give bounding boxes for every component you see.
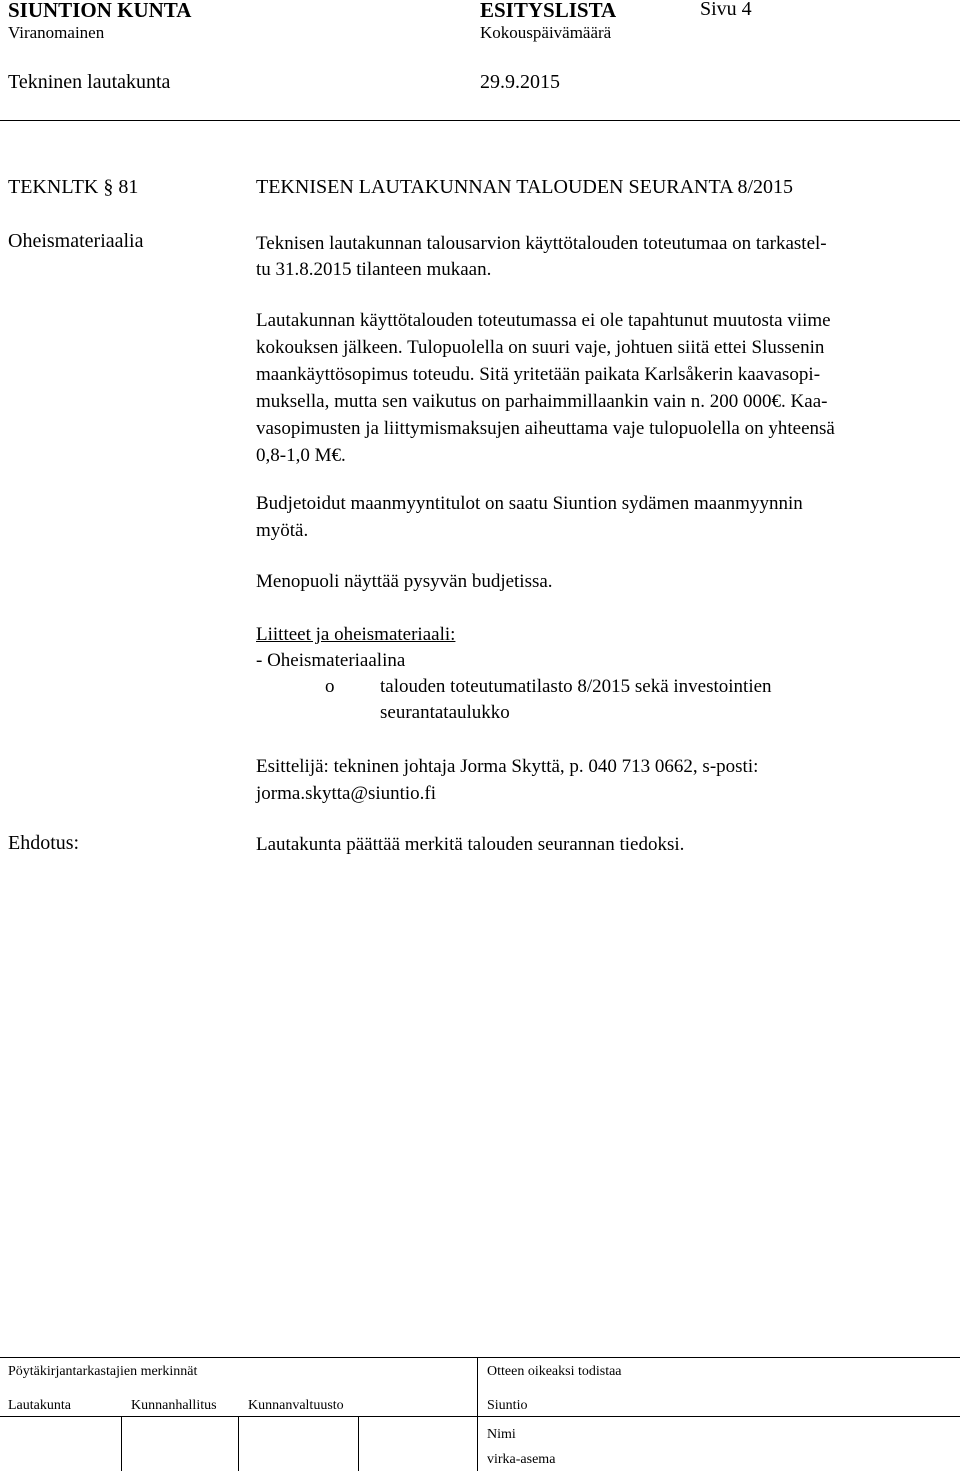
paragraph-4: Menopuoli näyttää pysyvän budjetissa. [256,571,553,592]
footer-col-divider [238,1416,239,1471]
item-title: TEKNISEN LAUTAKUNNAN TALOUDEN SEURANTA 8/2015 [256,176,794,198]
organization-name: SIUNTION KUNTA [8,0,192,22]
document-type: ESITYSLISTA [480,0,617,22]
paragraph-2-line: kokouksen jälkeen. Tulopuolella on suuri vaje, johtuen siitä ettei Slussenin [256,337,825,358]
footer-col-kunnanvaltuusto: Kunnanvaltuusto [248,1398,344,1413]
meeting-date: 29.9.2015 [480,71,560,93]
header-rule [0,120,960,121]
proposal-text: Lautakunta päättää merkitä talouden seurannan tiedoksi. [256,834,685,855]
proposal-label: Ehdotus: [8,832,80,854]
paragraph-1-line-2: tu 31.8.2015 tilanteen mukaan. [256,259,492,280]
paragraph-2-line: 0,8-1,0 M€. [256,445,346,466]
paragraph-2-line: Lautakunnan käyttötalouden toteutumassa ei ole tapahtunut muutosta viime [256,310,831,331]
footer-col-kunnanhallitus: Kunnanhallitus [131,1398,217,1413]
footer-col-lautakunta: Lautakunta [8,1398,71,1413]
sub-bullet-icon: o [325,676,335,697]
footer-col-divider [121,1416,122,1471]
attachments-item: - Oheismateriaalina [256,650,406,671]
footer-divider [477,1357,478,1471]
authority-label: Viranomainen [8,23,105,42]
footer-name-label: Nimi [487,1427,516,1442]
footer-place: Siuntio [487,1398,528,1413]
footer-mid-rule [0,1416,960,1417]
paragraph-2-line: vasopimusten ja liittymismaksujen aiheuttama vaje tulopuolella on yhteensä [256,418,835,439]
sub-item-line: seurantataulukko [380,702,510,723]
page-number: Sivu 4 [700,0,752,20]
authority-name: Tekninen lautakunta [8,71,171,93]
footer-certified: Otteen oikeaksi todistaa [487,1364,622,1379]
footer-position-label: virka-asema [487,1452,556,1467]
presenter-line: Esittelijä: tekninen johtaja Jorma Skyttä, p. 040 713 0662, s-posti: [256,756,759,777]
sub-item-line: talouden toteutumatilasto 8/2015 sekä investointien [380,676,772,697]
presenter-email: jorma.skytta@siuntio.fi [256,783,437,804]
paragraph-3-line: myötä. [256,520,309,541]
meeting-date-label: Kokouspäivämäärä [480,23,612,42]
footer-checkers: Pöytäkirjantarkastajien merkinnät [8,1364,198,1379]
item-number: TEKNLTK § 81 [8,176,139,198]
footer-top-rule [0,1357,960,1358]
attachment-label: Oheismateriaalia [8,230,144,252]
attachments-heading: Liitteet ja oheismateriaali: [256,624,456,645]
footer-col-divider [358,1416,359,1471]
paragraph-1-line-1: Teknisen lautakunnan talousarvion käyttötalouden toteutumaa on tarkastel- [256,233,827,254]
paragraph-2-line: maankäyttösopimus toteudu. Sitä yritetään paikata Karlsåkerin kaavasopi- [256,364,821,385]
paragraph-2-line: muksella, mutta sen vaikutus on parhaimmillaankin vain n. 200 000€. Kaa- [256,391,828,412]
paragraph-3-line: Budjetoidut maanmyyntitulot on saatu Siuntion sydämen maanmyynnin [256,493,803,514]
